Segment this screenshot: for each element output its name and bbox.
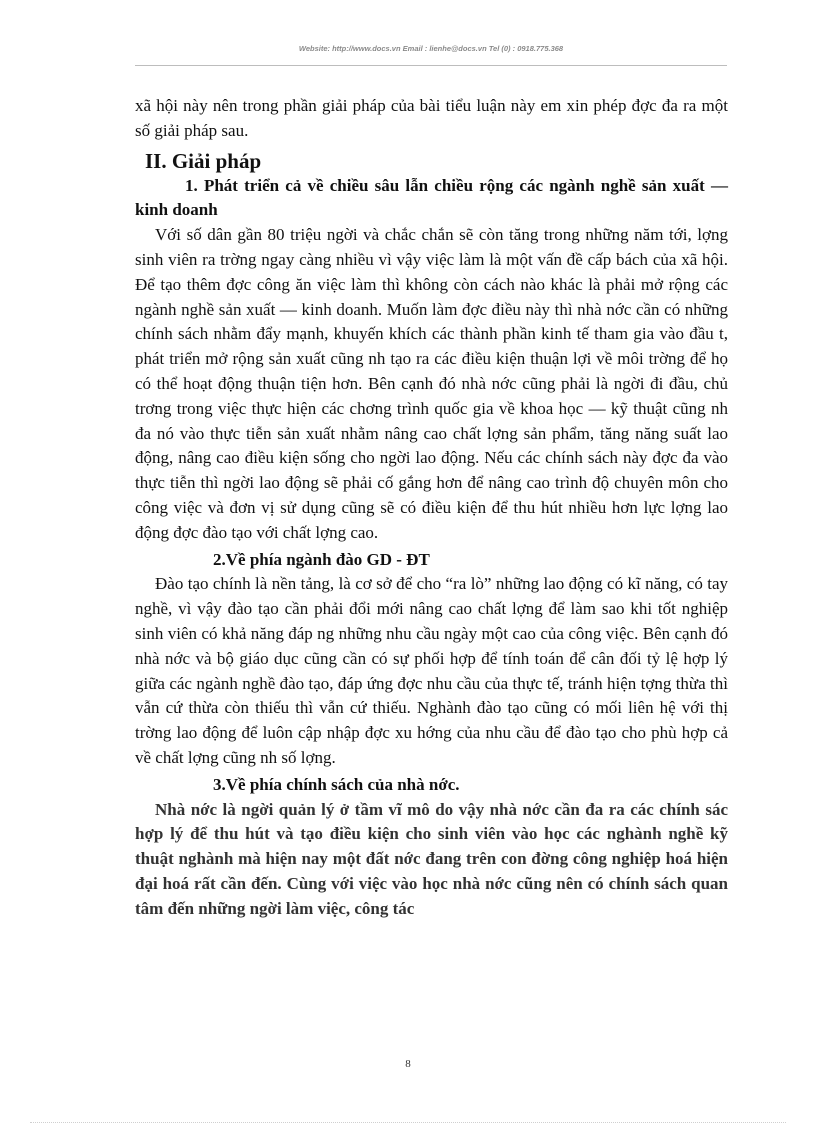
header-divider	[135, 65, 727, 66]
subsection-3-heading: 3.Về phía chính sách của nhà nớc.	[213, 774, 460, 794]
subsection-1-heading: 1. Phát triển cả về chiều sâu lẫn chiều rộng các ngành nghề sản xuất —kinh doanh	[135, 175, 728, 220]
intro-paragraph: xã hội này nên trong phần giải pháp của bài tiểu luận này em xin phép đợc đa ra một số giải pháp sau.	[135, 96, 728, 140]
page-number: 8	[405, 1058, 411, 1070]
subsection-2-paragraph: Đào tạo chính là nền tảng, là cơ sở để cho “ra lò” những lao động có kĩ năng, có tay nghề, vì vậy đào tạo cần phải đổi mới nâng cao chất lợng để làm sao khi tốt nghiệp sinh viên có khả năng đáp ng những nhu cầu ngày một cao của công việc. Bên cạnh đó nhà nớc và bộ giáo dục cũng cần có sự phối hợp để tính toán để cân đối tỷ lệ hợp lý giữa các ngành nghề đào tạo, đáp ứng đợc nhu cầu của thực tế, tránh hiện tợng thừa thì vẫn cứ thừa còn thiếu thì vẫn cứ thiếu. Nghành đào tạo cũng có mối liên hệ với thị trờng lao động để luôn cập nhập đợc xu hớng của nhu cầu để đào tạo cho phù hợp cả về chất lợng cũng nh số lợng.	[135, 574, 728, 767]
subsection-3-paragraph: Nhà nớc là ngời quản lý ở tầm vĩ mô do vậy nhà nớc cần đa ra các chính sác hợp lý để thu hút và tạo điều kiện cho sinh viên vào học các nghành nghề kỹ thuật nghành mà hiện nay một đất nớc đang trên con đờng công nghiệp hoá hiện đại hoá rất cần đến. Cùng với việc vào học nhà nớc cũng nên có chính sách quan tâm đến những ngời làm việc, công tác	[135, 799, 728, 918]
subsection-1-paragraph: Với số dân gần 80 triệu ngời và chắc chắn sẽ còn tăng trong những năm tới, lợng sinh viên ra trờng ngay càng nhiều vì vậy việc làm là một vấn đề cấp bách của xã hội. Để tạo thêm đợc công ăn việc làm thì không còn cách nào khác là phải mở rộng các ngành nghề sản xuất — kinh doanh. Muốn làm đợc điều này thì nhà nớc cần có những chính sách nhằm đẩy mạnh, khuyến khích các thành phần kinh tế tham gia vào đầu t, phát triển mở rộng sản xuất cũng nh tạo ra các điều kiện thuận lợi về môi trờng để họ có thể hoạt động thuận tiện hơn. Bên cạnh đó nhà nớc cũng phải là ngời đi đầu, chủ trơng trong việc thực hiện các chơng trình quốc gia về khoa học — kỹ thuật cũng nh đa nó vào thực tiễn sản xuất nhằm nâng cao chất lợng sản phẩm, tăng năng suất lao động, nâng cao điều kiện sống cho ngời lao động. Nếu các chính sách này đợc đa vào thực tiễn thì ngời lao động sẽ phải cố gắng hơn để nâng cao trình độ chuyên môn cho công việc và đơn vị sử dụng cũng sẽ có điều kiện để thu hút nhiều hơn lực lợng lao động đợc đào tạo với chất lợng cao.	[135, 225, 728, 542]
section-heading: II. Giải pháp	[145, 148, 262, 173]
page-header: Website: http://www.docs.vn Email : lienhe@docs.vn Tel (0) : 0918.775.368	[298, 44, 564, 53]
subsection-2-heading: 2.Về phía ngành đào GD - ĐT	[213, 549, 430, 569]
document-body	[135, 94, 728, 922]
